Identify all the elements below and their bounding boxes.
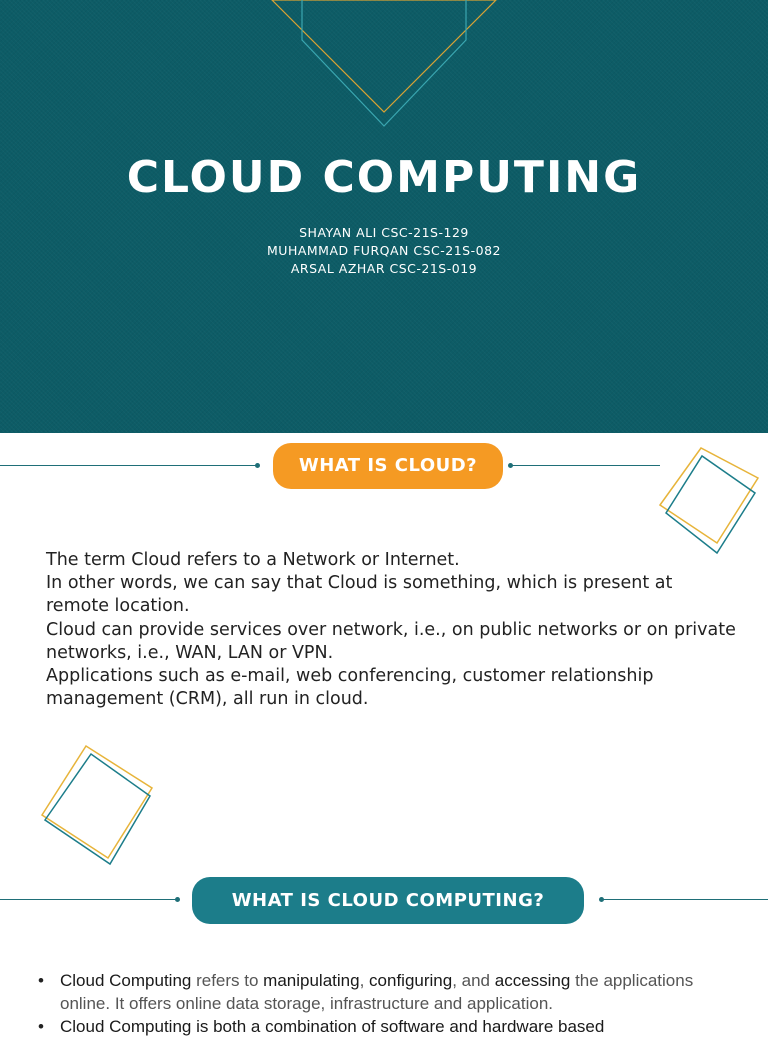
- author-3: ARSAL AZHAR CSC-21S-019: [290, 261, 478, 276]
- divider-left: [0, 899, 176, 900]
- divider-right: [512, 465, 660, 466]
- list-item: • Cloud Computing is both a combination of software and hardware based: [38, 1015, 738, 1038]
- divider-left: [0, 465, 256, 466]
- cloud-computing-bullets: [38, 969, 738, 1038]
- list-item: • Cloud Computing refers to manipulating, configuring, and accessing the applications online. It offers online data storage, infrastructure and application.: [38, 969, 738, 1015]
- what-is-cloud-heading: WHAT IS CLOUD?: [273, 443, 503, 489]
- author-1: SHAYAN ALI CSC-21S-129: [299, 225, 469, 240]
- what-is-cloud-computing-heading: WHAT IS CLOUD COMPUTING?: [192, 877, 584, 924]
- text-line: The term Cloud refers to a Network or Internet.: [46, 550, 460, 570]
- text-line: Applications such as e-mail, web conferencing, customer relationship management (CRM), all run in cloud.: [46, 666, 654, 710]
- title-slide: [0, 0, 768, 433]
- text-line: In other words, we can say that Cloud is something, which is present at remote location.: [46, 573, 673, 617]
- decorative-squares: [36, 740, 158, 868]
- divider-right: [603, 899, 768, 900]
- text-line: Cloud can provide services over network, i.e., on public networks or on private networks, i.e., WAN, LAN or VPN.: [46, 619, 736, 663]
- presentation-title: CLOUD COMPUTING: [126, 152, 642, 203]
- decorative-diamonds: [0, 0, 768, 433]
- divider-dot: [255, 463, 260, 468]
- divider-dot: [175, 897, 180, 902]
- author-list: [0, 224, 768, 278]
- cloud-definition: [46, 549, 736, 711]
- author-2: MUHAMMAD FURQAN CSC-21S-082: [267, 243, 501, 258]
- decorative-squares: [655, 443, 765, 558]
